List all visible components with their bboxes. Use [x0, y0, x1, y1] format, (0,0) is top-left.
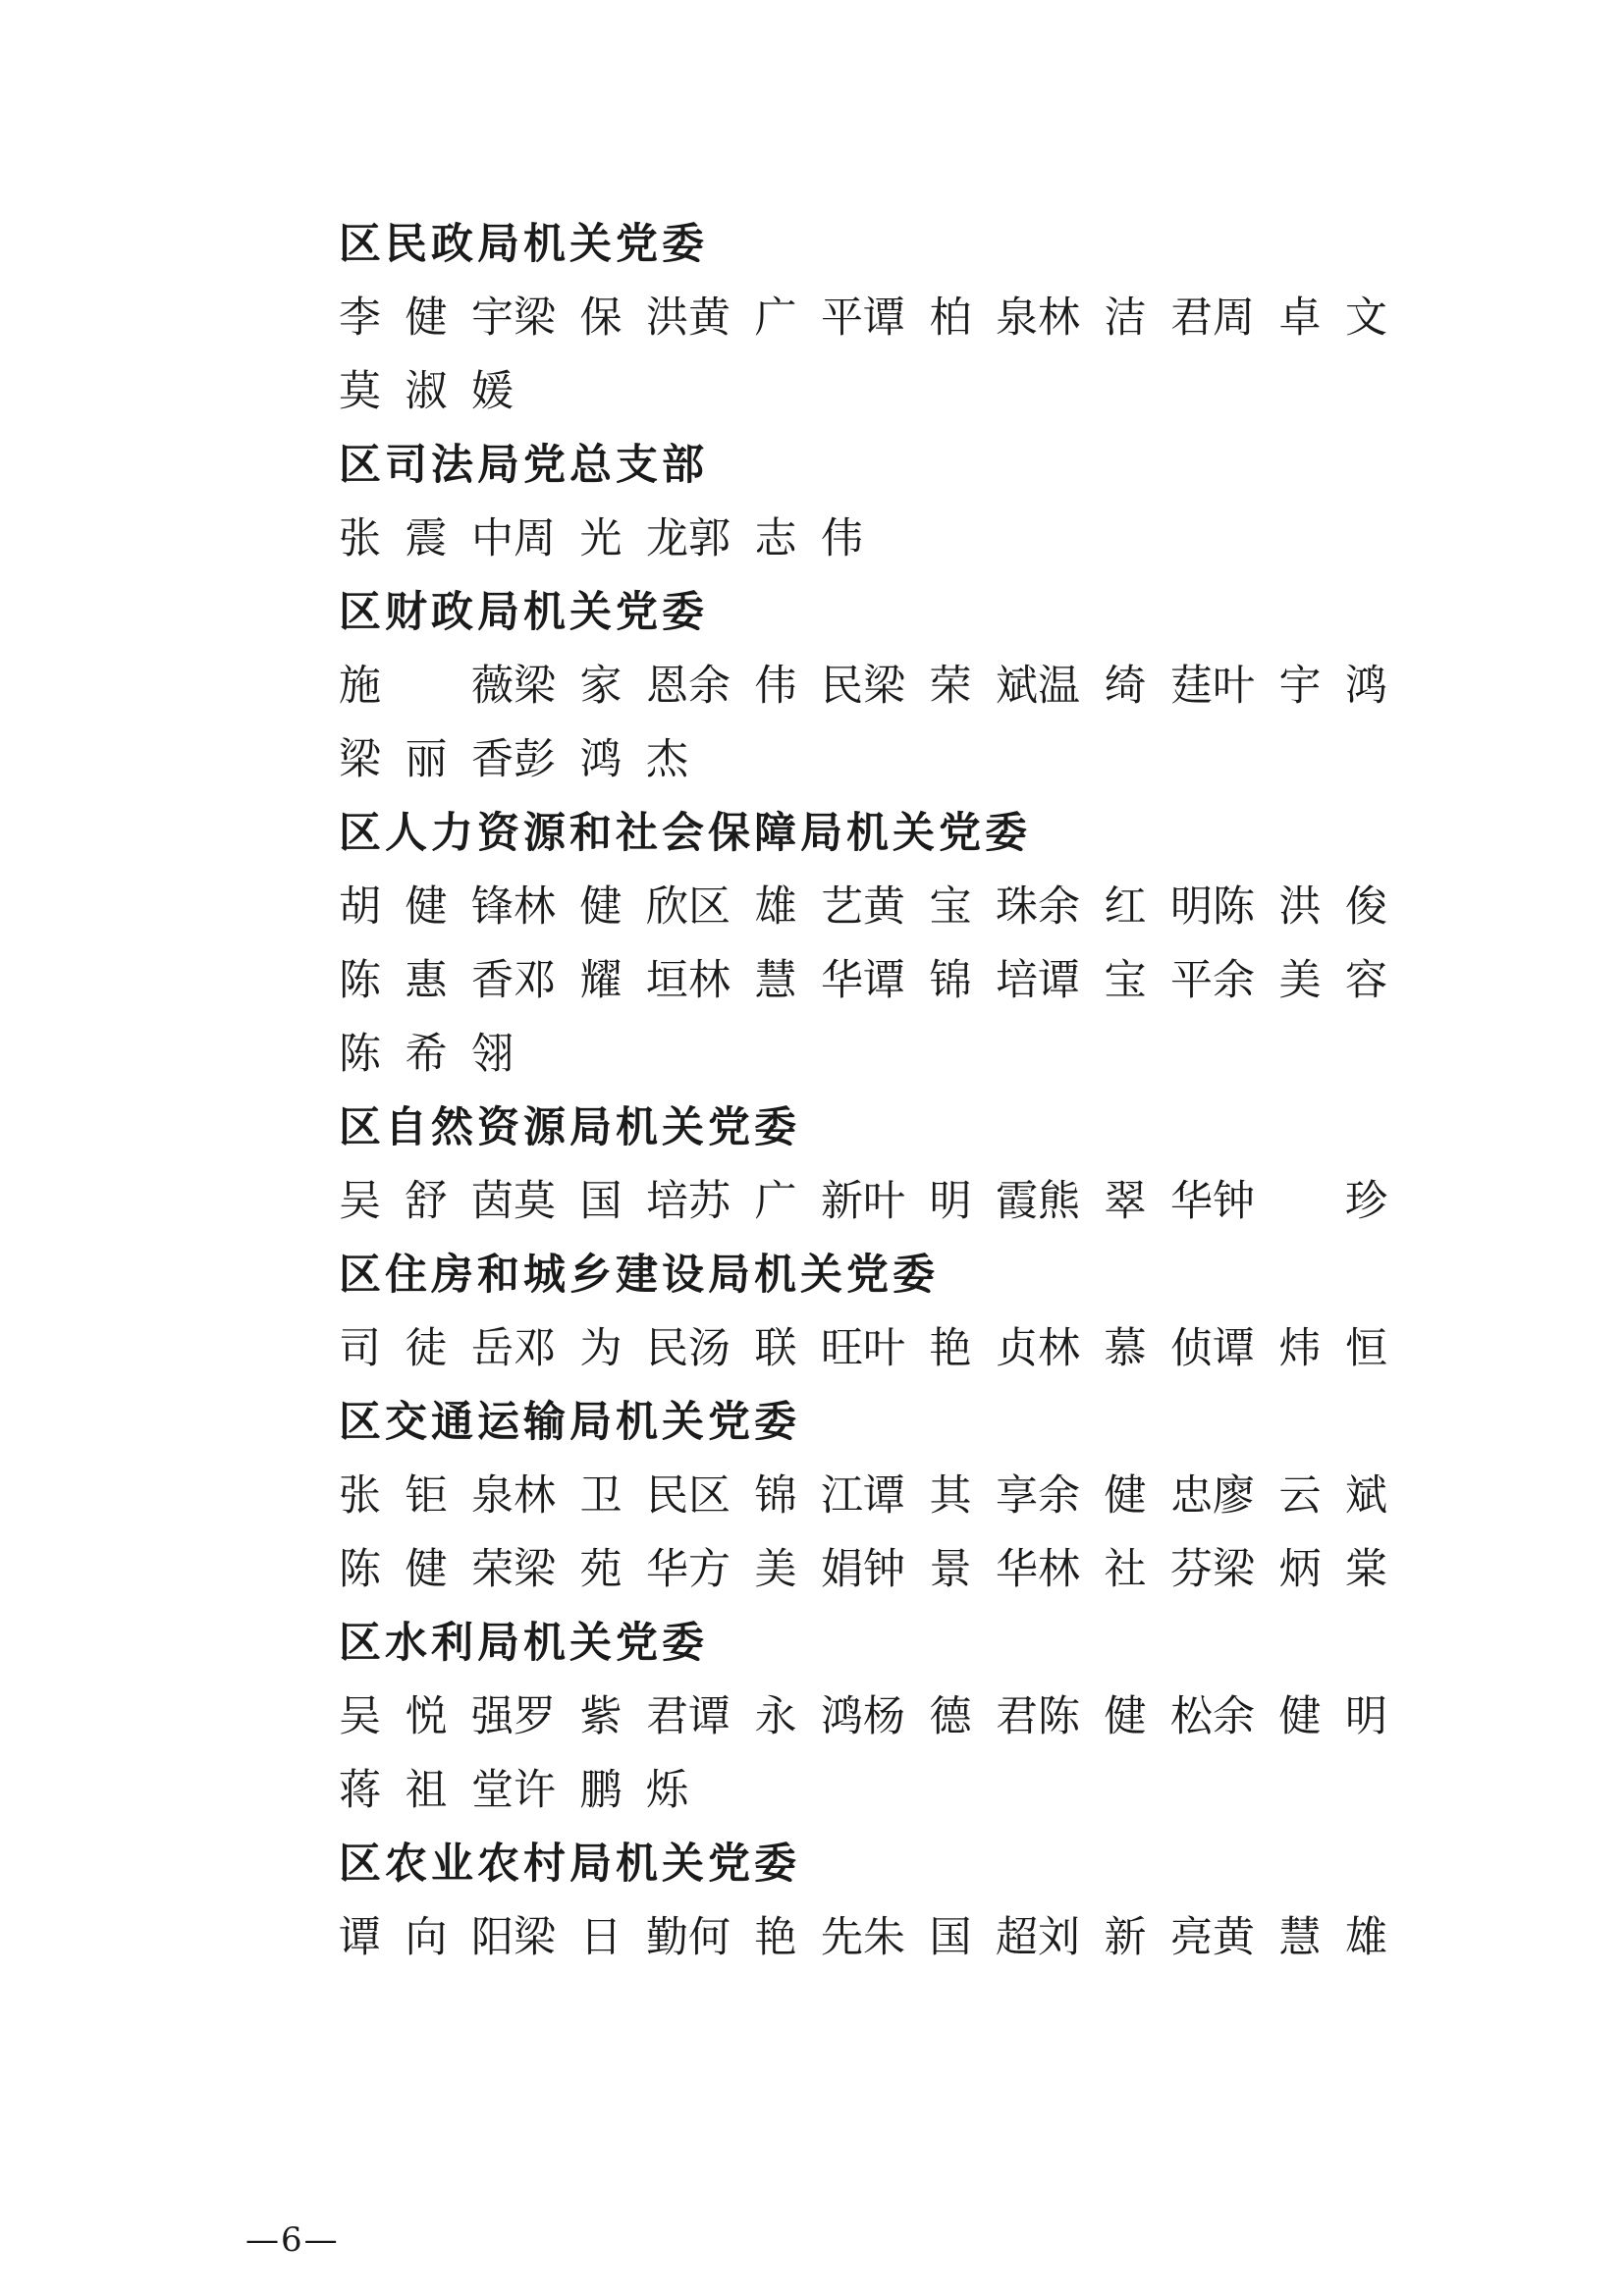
section-title: 区农业农村局机关党委: [339, 1840, 800, 1889]
person-name: 李 健 宇: [339, 294, 514, 343]
person-name: 胡 健 锋: [339, 882, 514, 932]
person-name: 叶 艳 贞: [863, 1324, 1038, 1373]
person-name: 叶 宇 鸿: [1213, 662, 1387, 711]
person-name: 朱 国 超: [863, 1913, 1038, 1962]
person-name: 彭 鸿 杰: [514, 735, 688, 784]
person-name: 吴 悦 强: [339, 1692, 514, 1741]
person-name: 杨 德 君: [863, 1692, 1038, 1741]
person-name: 余 红 明: [1038, 882, 1213, 932]
person-name: 谭 锦 培: [863, 956, 1038, 1005]
person-name: 郭 志 伟: [688, 514, 863, 563]
person-name: 林 慧 华: [688, 956, 863, 1005]
person-name: 林 社 芬: [1038, 1545, 1213, 1594]
name-row: [339, 1681, 1387, 1754]
person-name: 莫 淑 媛: [339, 367, 514, 416]
person-name: 周 卓 文: [1213, 294, 1387, 343]
section-title: 区财政局机关党委: [339, 588, 708, 637]
person-name: 司 徒 岳: [339, 1324, 514, 1373]
person-name: 叶 明 霞: [863, 1177, 1038, 1226]
person-name: 余 美 容: [1213, 956, 1387, 1005]
person-name: 陈 健 松: [1038, 1692, 1213, 1741]
person-name: 区 锦 江: [688, 1471, 863, 1521]
name-row: [339, 282, 1387, 355]
person-name: 罗 紫 君: [514, 1692, 688, 1741]
person-name: 钟 珍: [1213, 1177, 1387, 1226]
person-name: 邓 耀 垣: [514, 956, 688, 1005]
person-name: 陈 洪 俊: [1213, 882, 1387, 932]
name-row: [339, 355, 1360, 429]
name-row: [339, 503, 1360, 576]
person-name: 谭 柏 泉: [863, 294, 1038, 343]
name-row: [339, 944, 1387, 1018]
person-name: 刘 新 亮: [1038, 1913, 1213, 1962]
person-name: 区 雄 艺: [688, 882, 863, 932]
person-name: 汤 联 旺: [688, 1324, 863, 1373]
person-name: 温 绮 莛: [1038, 662, 1213, 711]
person-name: 梁 日 勤: [514, 1913, 688, 1962]
name-row: [339, 1754, 1360, 1828]
name-row: [339, 1018, 1360, 1092]
person-name: 谭 向 阳: [339, 1913, 514, 1962]
name-row: [339, 871, 1387, 944]
person-name: 谭 宝 平: [1038, 956, 1213, 1005]
person-name: 林 洁 君: [1038, 294, 1213, 343]
person-name: 梁 荣 斌: [863, 662, 1038, 711]
name-row: [339, 1312, 1387, 1386]
person-name: 周 光 龙: [514, 514, 688, 563]
person-name: 廖 云 斌: [1213, 1471, 1387, 1521]
section-title: 区民政局机关党委: [339, 220, 708, 269]
person-name: 施 薇: [339, 662, 514, 711]
person-name: 梁 炳 棠: [1213, 1545, 1387, 1594]
section-title: 区人力资源和社会保障局机关党委: [339, 809, 1031, 858]
person-name: 谭 炜 恒: [1213, 1324, 1387, 1373]
section-title: 区自然资源局机关党委: [339, 1103, 800, 1152]
person-name: 熊 翠 华: [1038, 1177, 1213, 1226]
section-title: 区水利局机关党委: [339, 1619, 708, 1668]
name-row: [339, 1533, 1387, 1607]
name-row: [339, 1460, 1387, 1533]
person-name: 苏 广 新: [688, 1177, 863, 1226]
person-name: 陈 健 荣: [339, 1545, 514, 1594]
name-row: [339, 723, 1360, 797]
person-name: 黄 广 平: [688, 294, 863, 343]
person-name: 林 健 欣: [514, 882, 688, 932]
name-row: [339, 1901, 1387, 1975]
name-row: [339, 650, 1387, 723]
person-name: 梁 苑 华: [514, 1545, 688, 1594]
name-list: [339, 208, 1387, 1975]
person-name: 吴 舒 茵: [339, 1177, 514, 1226]
person-name: 谭 永 鸿: [688, 1692, 863, 1741]
person-name: 张 震 中: [339, 514, 514, 563]
person-name: 许 鹏 烁: [514, 1766, 688, 1815]
name-row: [339, 1165, 1387, 1239]
section-title: 区交通运输局机关党委: [339, 1398, 800, 1447]
person-name: 余 健 明: [1213, 1692, 1387, 1741]
person-name: 余 健 忠: [1038, 1471, 1213, 1521]
person-name: 蒋 祖 堂: [339, 1766, 514, 1815]
person-name: 莫 国 培: [514, 1177, 688, 1226]
person-name: 张 钜 泉: [339, 1471, 514, 1521]
person-name: 林 慕 侦: [1038, 1324, 1213, 1373]
person-name: 林 卫 民: [514, 1471, 688, 1521]
person-name: 黄 慧 雄: [1213, 1913, 1387, 1962]
person-name: 余 伟 民: [688, 662, 863, 711]
person-name: 黄 宝 珠: [863, 882, 1038, 932]
person-name: 何 艳 先: [688, 1913, 863, 1962]
person-name: 梁 保 洪: [514, 294, 688, 343]
section-title: 区司法局党总支部: [339, 441, 708, 490]
person-name: 谭 其 享: [863, 1471, 1038, 1521]
person-name: 陈 惠 香: [339, 956, 514, 1005]
page-number: —6—: [245, 2220, 340, 2260]
person-name: 钟 景 华: [863, 1545, 1038, 1594]
person-name: 邓 为 民: [514, 1324, 688, 1373]
person-name: 梁 家 恩: [514, 662, 688, 711]
person-name: 方 美 娟: [688, 1545, 863, 1594]
section-title: 区住房和城乡建设局机关党委: [339, 1251, 939, 1300]
person-name: 陈 希 翎: [339, 1030, 514, 1079]
person-name: 梁 丽 香: [339, 735, 514, 784]
